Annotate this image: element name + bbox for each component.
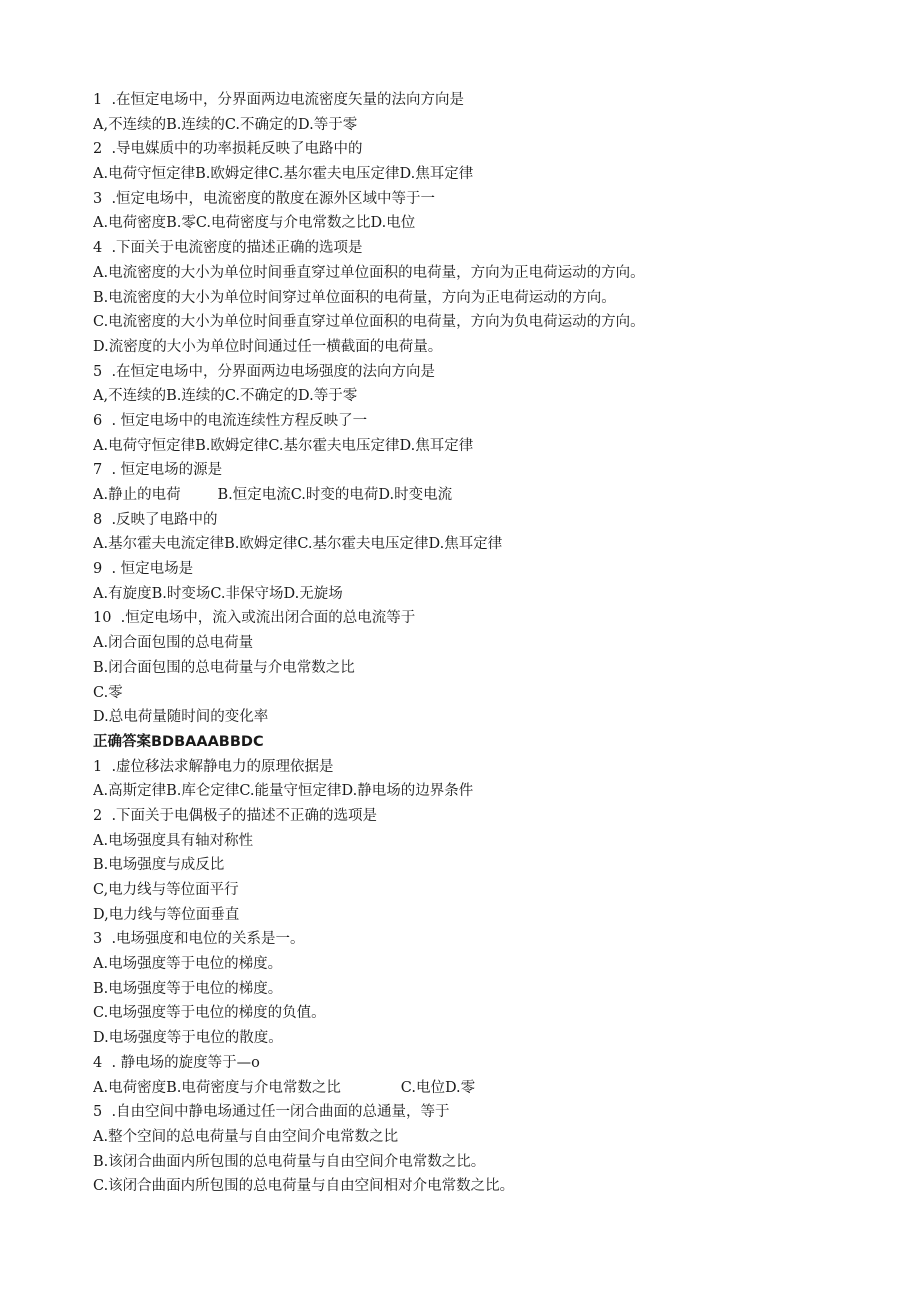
question-9-stem: 9 . 恒定电场是 bbox=[93, 561, 194, 578]
section2-question-3-stem: 3 .电场强度和电位的关系是一。 bbox=[93, 931, 305, 948]
question-10-option-c: C.零 bbox=[93, 684, 123, 701]
question-6-options: A.电荷守恒定律B.欧姆定律C.基尔霍夫电压定律D.焦耳定律 bbox=[93, 437, 474, 454]
question-1-stem: 1 .在恒定电场中，分界面两边电流密度矢量的法向方向是 bbox=[93, 92, 465, 108]
section2-question-3-option-c: C.电场强度等于电位的梯度的负值。 bbox=[93, 1005, 326, 1022]
section2-question-5-option-b: B.该闭合曲面内所包围的总电荷量与自由空间介电常数之比。 bbox=[93, 1153, 486, 1170]
question-3-options: A.电荷密度B.零C.电荷密度与介电常数之比D.电位 bbox=[93, 215, 416, 232]
section2-question-5-option-a: A.整个空间的总电荷量与自由空间介电常数之比 bbox=[93, 1128, 399, 1145]
section2-question-3-option-b: B.电场强度等于电位的梯度。 bbox=[93, 980, 283, 997]
section2-question-2-option-a: A.电场强度具有轴对称性 bbox=[93, 832, 254, 849]
question-3-stem: 3 .恒定电场中，电流密度的散度在源外区域中等于一 bbox=[93, 190, 436, 207]
question-5-options: A,不连续的B.连续的C.不确定的D.等于零 bbox=[93, 388, 358, 405]
section2-question-4-options: A.电荷密度B.电荷密度与介电常数之比 C.电位D.零 bbox=[93, 1079, 476, 1096]
question-4-option-c: C.电流密度的大小为单位时间垂直穿过单位面积的电荷量，方向为负电荷运动的方向。 bbox=[93, 314, 645, 331]
section2-question-2-option-c: C,电力线与等位面平行 bbox=[93, 882, 239, 898]
question-8-options: A.基尔霍夫电流定律B.欧姆定律C.基尔霍夫电压定律D.焦耳定律 bbox=[93, 536, 503, 553]
question-5-stem: 5 .在恒定电场中，分界面两边电场强度的法向方向是 bbox=[93, 363, 436, 380]
question-4-option-b: B.电流密度的大小为单位时间穿过单位面积的电荷量，方向为正电荷运动的方向。 bbox=[93, 289, 616, 306]
question-8-stem: 8 .反映了电路中的 bbox=[93, 511, 218, 528]
question-10-option-a: A.闭合面包围的总电荷量 bbox=[93, 635, 254, 652]
question-4-option-d: D.流密度的大小为单位时间通过任一横截面的电荷量。 bbox=[93, 338, 443, 355]
section2-question-1-options: A.高斯定律B.库仑定律C.能量守恒定律D.静电场的边界条件 bbox=[93, 783, 474, 800]
question-4-option-a: A.电流密度的大小为单位时间垂直穿过单位面积的电荷量，方向为正电荷运动的方向。 bbox=[93, 264, 645, 281]
question-10-option-b: B.闭合面包围的总电荷量与介电常数之比 bbox=[93, 659, 355, 676]
section2-question-4-stem: 4 . 静电场的旋度等于—o bbox=[93, 1054, 260, 1071]
question-4-stem: 4 .下面关于电流密度的描述正确的选项是 bbox=[93, 240, 363, 257]
question-10-stem: 10 .恒定电场中，流入或流出闭合面的总电流等于 bbox=[93, 610, 416, 627]
section2-question-2-option-d: D,电力线与等位面垂直 bbox=[93, 906, 240, 923]
question-6-stem: 6 . 恒定电场中的电流连续性方程反映了一 bbox=[93, 412, 368, 429]
question-7-stem: 7 . 恒定电场的源是 bbox=[93, 462, 223, 479]
section2-question-1-stem: 1 .虚位移法求解静电力的原理依据是 bbox=[93, 758, 334, 775]
answer-key: 正确答案BDBAAABBDC bbox=[93, 733, 264, 750]
question-7-options: A.静止的电荷 B.恒定电流C.时变的电荷D.时变电流 bbox=[93, 487, 453, 503]
section2-question-3-option-a: A.电场强度等于电位的梯度。 bbox=[93, 956, 283, 973]
question-2-stem: 2 .导电媒质中的功率损耗反映了电路中的 bbox=[93, 141, 363, 158]
question-1-options: A,不连续的B.连续的C.不确定的D.等于零 bbox=[93, 116, 358, 133]
question-10-option-d: D.总电荷量随时间的变化率 bbox=[93, 709, 269, 726]
section2-question-2-option-b: B.电场强度与成反比 bbox=[93, 857, 225, 874]
section2-question-2-stem: 2 .下面关于电偶极子的描述不正确的选项是 bbox=[93, 807, 378, 824]
question-9-options: A.有旋度B.时变场C.非保守场D.无旋场 bbox=[93, 585, 343, 602]
section2-question-3-option-d: D.电场强度等于电位的散度。 bbox=[93, 1030, 283, 1047]
section2-question-5-option-c: C.该闭合曲面内所包围的总电荷量与自由空间相对介电常数之比。 bbox=[93, 1178, 515, 1195]
document-body bbox=[93, 88, 893, 1199]
section2-question-5-stem: 5 .自由空间中静电场通过任一闭合曲面的总通量，等于 bbox=[93, 1104, 450, 1121]
question-2-options: A.电荷守恒定律B.欧姆定律C.基尔霍夫电压定律D.焦耳定律 bbox=[93, 166, 474, 183]
